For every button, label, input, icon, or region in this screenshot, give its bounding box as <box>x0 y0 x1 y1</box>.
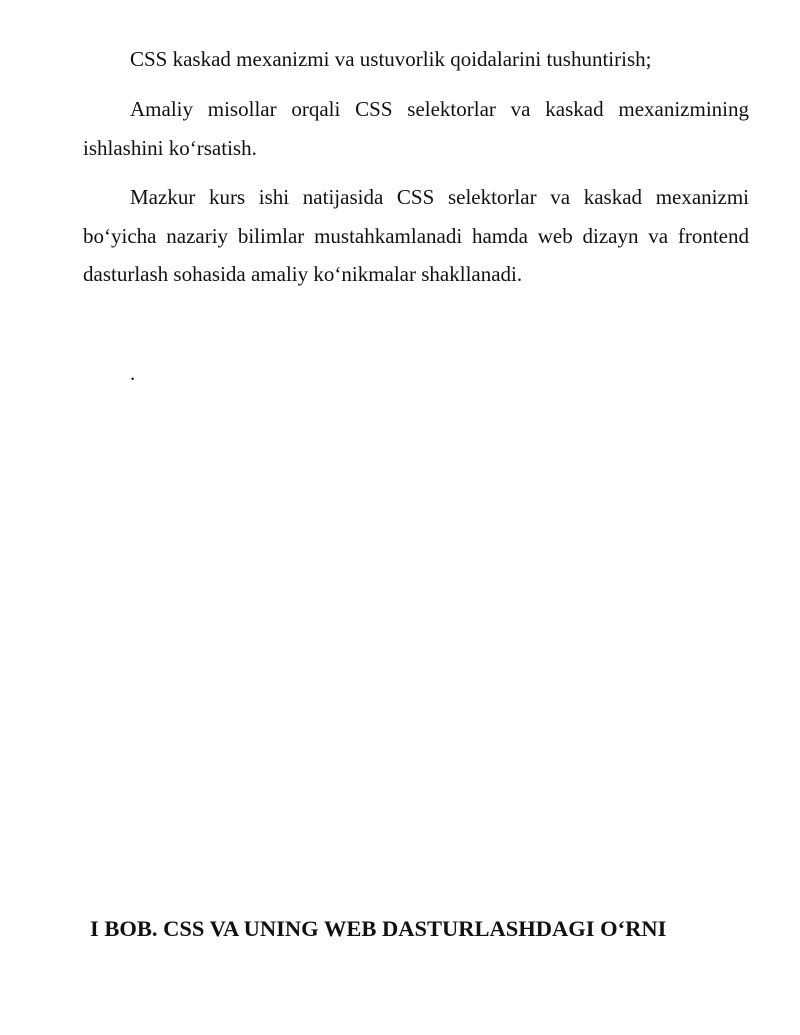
stray-period-mark: . <box>130 361 136 385</box>
paragraph-conclusion: Mazkur kurs ishi natijasida CSS selektorlar va kaskad mexanizmi bo‘yicha nazariy bilimlar mustahkamlanadi hamda web dizayn va frontend dasturlash sohasida amaliy ko‘nikmalar shakllanadi. <box>83 185 749 286</box>
chapter-heading: I BOB. CSS VA UNING WEB DASTURLASHDAGI O‘RNI <box>90 916 667 941</box>
paragraph-objective-cascade: CSS kaskad mexanizmi va ustuvorlik qoidalarini tushuntirish; <box>130 47 652 71</box>
paragraph-objective-examples: Amaliy misollar orqali CSS selektorlar va kaskad mexanizmining ishlashini ko‘rsatish. <box>83 97 749 160</box>
